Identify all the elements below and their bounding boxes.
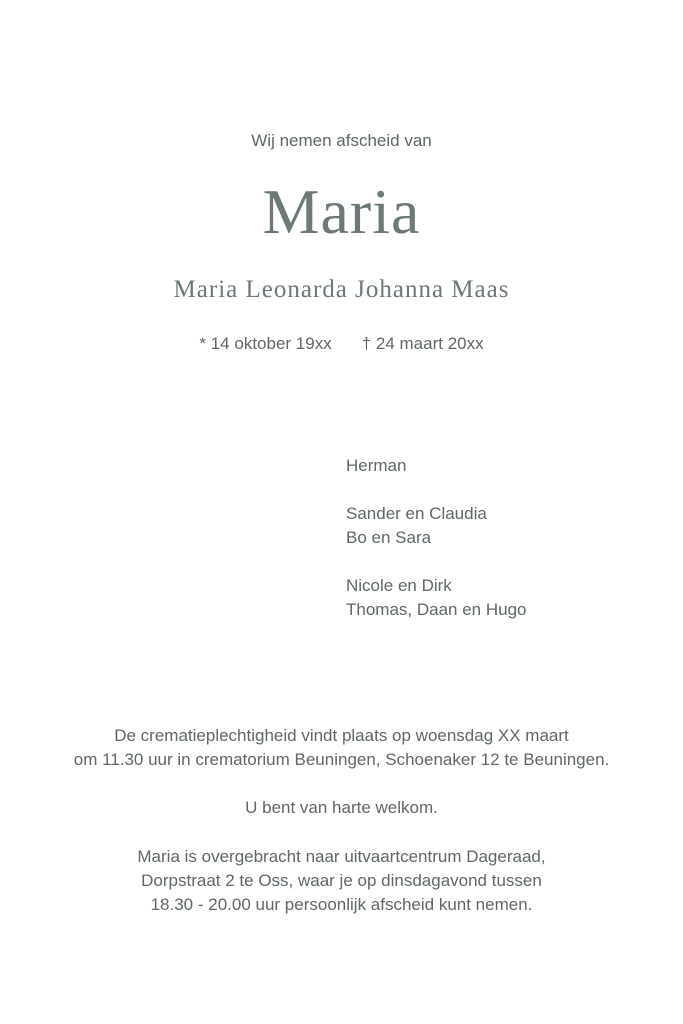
family-group	[346, 574, 527, 622]
family-member: Bo en Sara	[346, 528, 432, 547]
family-group	[346, 502, 527, 550]
family-member: Herman	[346, 456, 407, 475]
family-member: Nicole en Dirk	[346, 576, 452, 595]
family-group	[346, 454, 527, 478]
family-list	[346, 454, 527, 622]
family-member: Sander en Claudia	[346, 504, 487, 523]
ceremony-info	[0, 724, 683, 772]
birth-date: * 14 oktober 19xx	[199, 334, 332, 353]
life-dates	[0, 333, 683, 355]
deceased-full-name: Maria Leonarda Johanna Maas	[173, 276, 510, 303]
visitation-line: Maria is overgebracht naar uitvaartcentrum Dageraad,	[137, 847, 546, 866]
intro-text: Wij nemen afscheid van	[251, 131, 432, 150]
ceremony-line: om 11.30 uur in crematorium Beuningen, Schoenaker 12 te Beuningen.	[73, 750, 610, 769]
family-member: Thomas, Daan en Hugo	[346, 600, 527, 619]
deceased-first-name: Maria	[262, 176, 421, 247]
death-date: † 24 maart 20xx	[361, 334, 484, 353]
visitation-line: Dorpstraat 2 te Oss, waar je op dinsdagavond tussen	[141, 871, 542, 890]
visitation-line: 18.30 - 20.00 uur persoonlijk afscheid kunt nemen.	[150, 895, 533, 914]
visitation-info	[0, 845, 683, 917]
ceremony-line: De crematieplechtigheid vindt plaats op woensdag XX maart	[114, 726, 569, 745]
welcome-text: U bent van harte welkom.	[245, 798, 438, 817]
